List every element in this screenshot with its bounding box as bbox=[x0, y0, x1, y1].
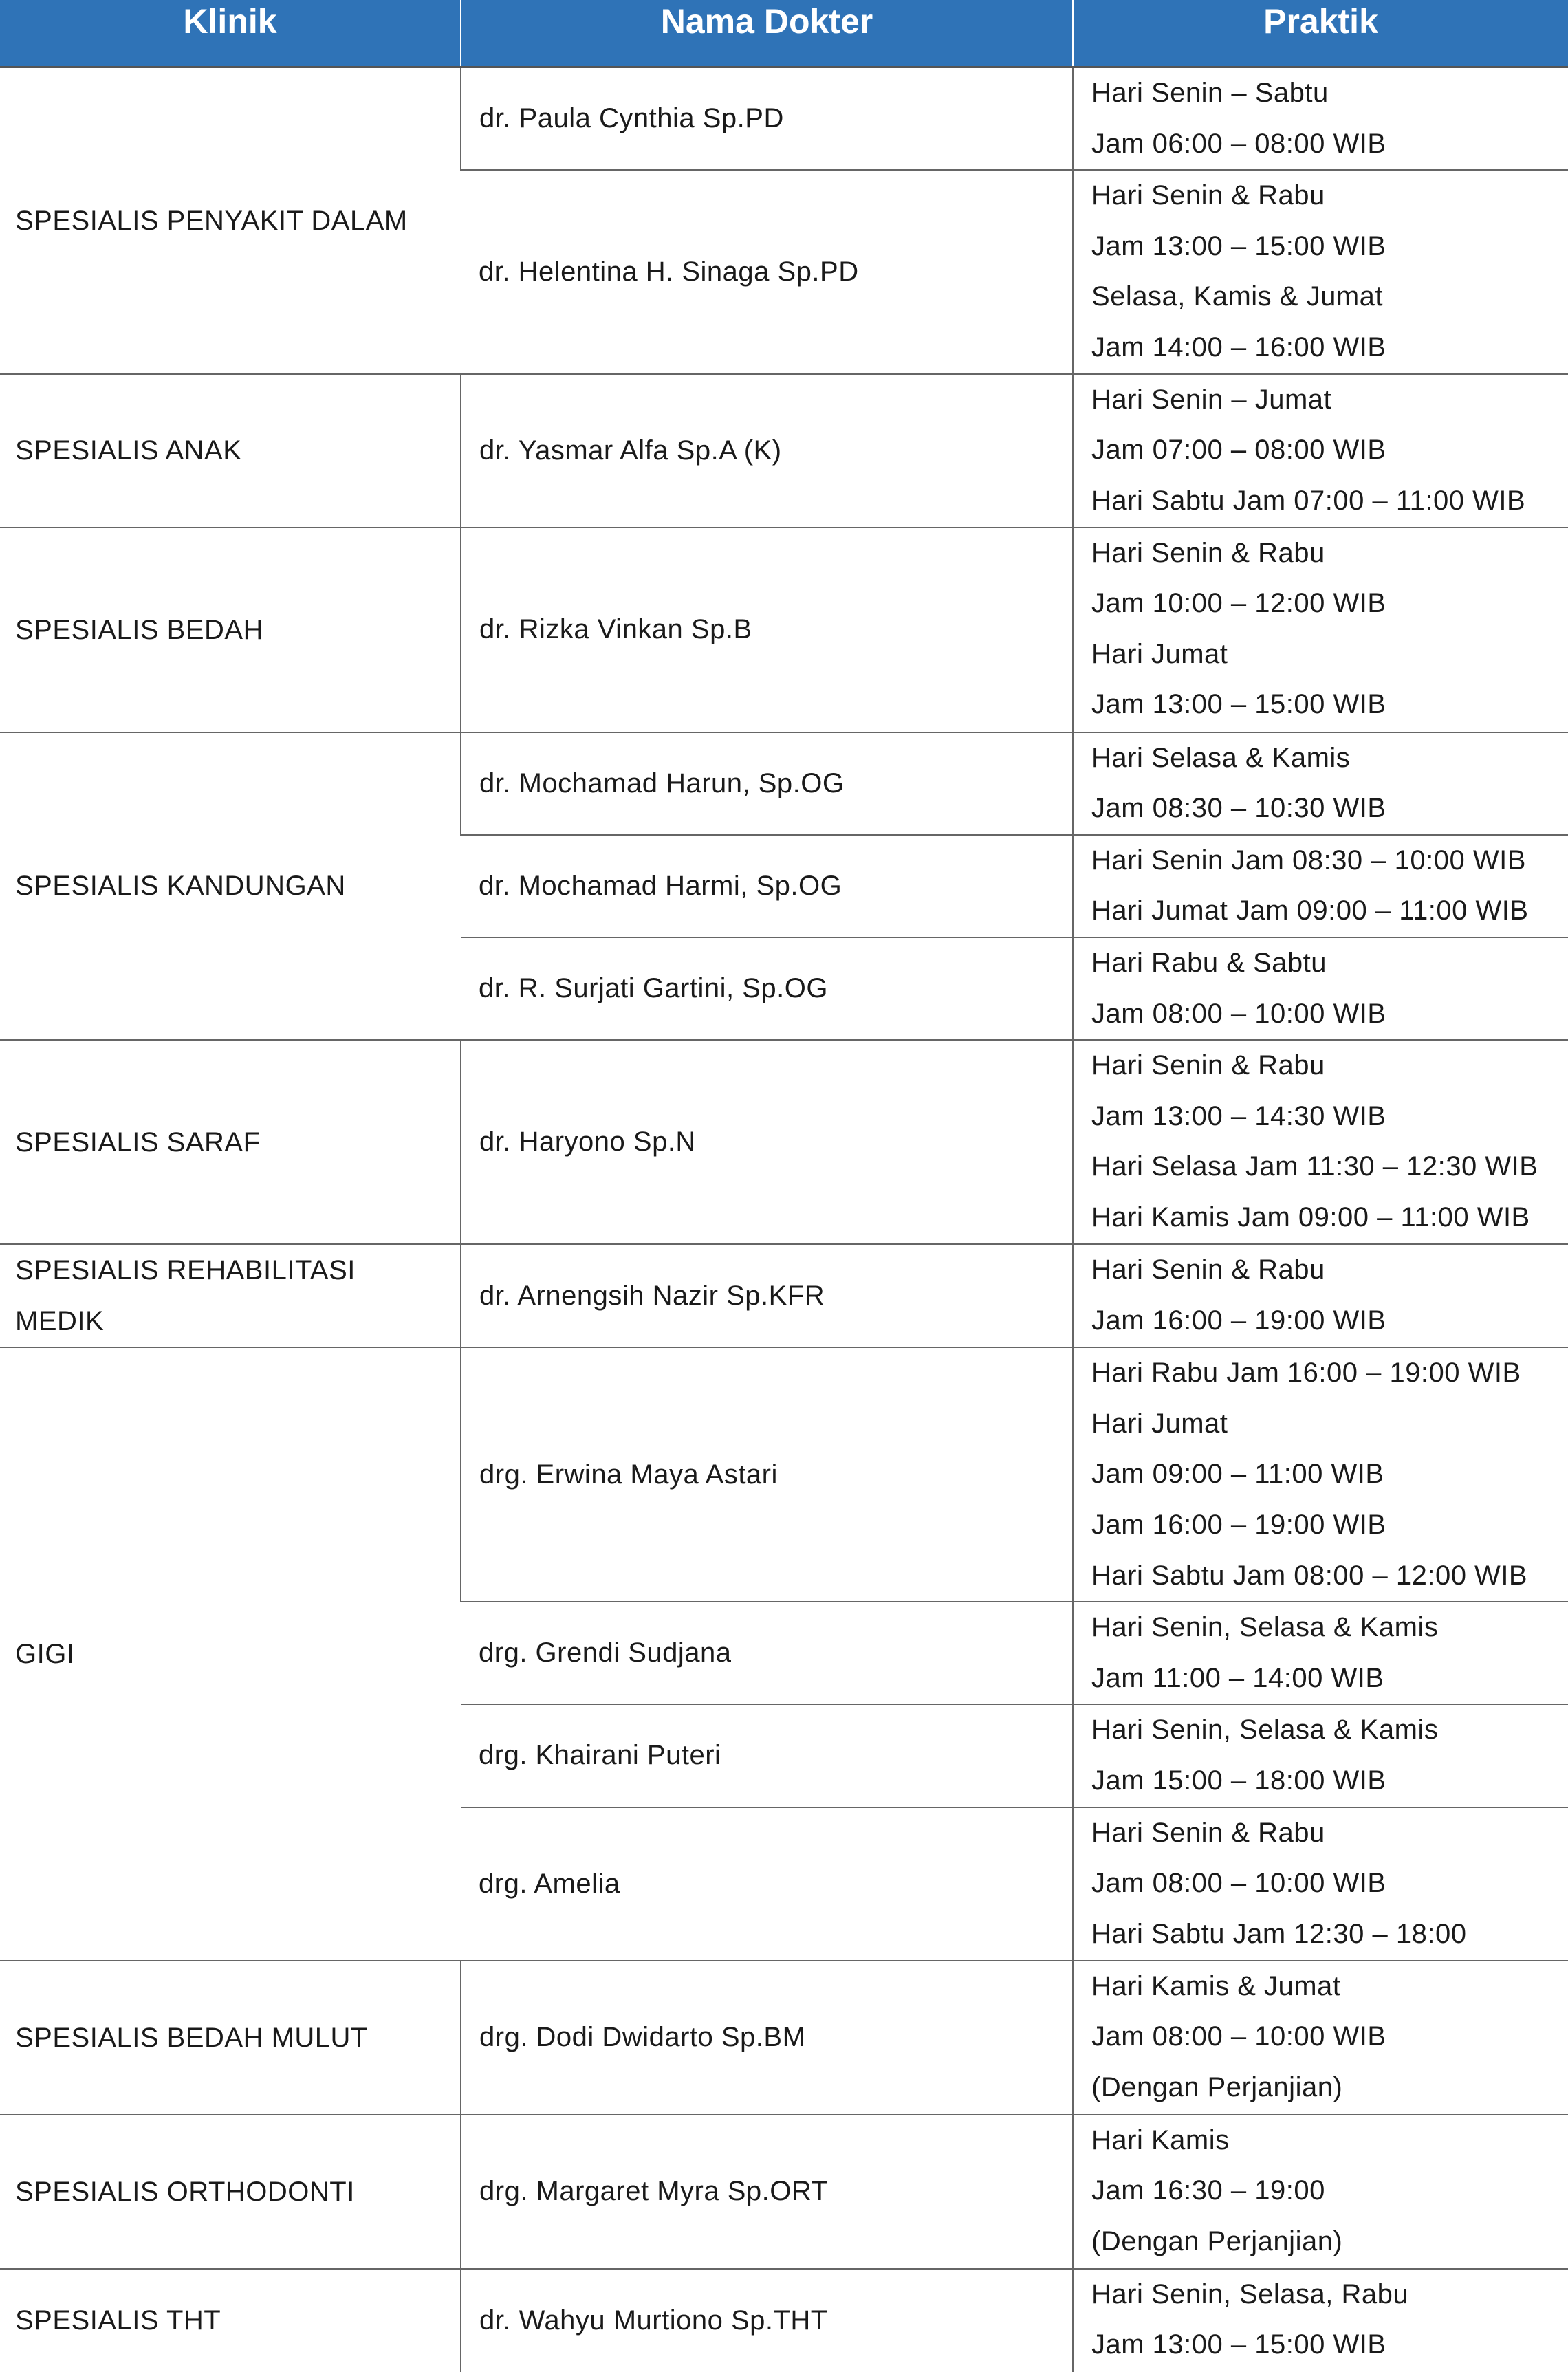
table-header bbox=[0, 0, 1568, 67]
schedule-cell bbox=[1073, 1961, 1568, 2115]
schedule-line: Hari Jumat Jam 09:00 – 11:00 WIB bbox=[1091, 895, 1529, 926]
table-row bbox=[0, 67, 1568, 171]
schedule-line: Jam 08:00 – 10:00 WIB bbox=[1091, 2021, 1386, 2052]
doctor-cell: dr. Yasmar Alfa Sp.A (K) bbox=[461, 374, 1073, 527]
table-row bbox=[0, 732, 1568, 835]
schedule-line: Jam 15:00 – 18:00 WIB bbox=[1091, 1765, 1386, 1796]
schedule-line: Hari Sabtu Jam 12:30 – 18:00 bbox=[1091, 1918, 1467, 1949]
table-body bbox=[0, 67, 1568, 2372]
doctor-cell: dr. Helentina H. Sinaga Sp.PD bbox=[461, 170, 1073, 373]
table-row bbox=[0, 2115, 1568, 2269]
schedule-line: (Dengan Perjanjian) bbox=[1091, 2226, 1343, 2256]
schedule-line: Hari Senin & Rabu bbox=[1091, 1050, 1325, 1081]
table-row bbox=[0, 527, 1568, 732]
schedule-line: Jam 07:00 – 08:00 WIB bbox=[1091, 435, 1386, 466]
schedule-cell bbox=[1073, 527, 1568, 732]
header-row bbox=[0, 0, 1568, 67]
schedule-line: Hari Sabtu Jam 07:00 – 11:00 WIB bbox=[1091, 485, 1526, 516]
clinic-cell: SPESIALIS THT bbox=[0, 2269, 461, 2372]
schedule-line: Hari Senin – Jumat bbox=[1091, 384, 1332, 415]
table-row bbox=[0, 1040, 1568, 1244]
doctor-cell: dr. R. Surjati Gartini, Sp.OG bbox=[461, 937, 1073, 1040]
schedule-line: Hari Senin & Rabu bbox=[1091, 1254, 1325, 1285]
schedule-cell bbox=[1073, 835, 1568, 937]
clinic-cell: SPESIALIS ORTHODONTI bbox=[0, 2115, 461, 2269]
schedule-line: Hari Senin & Rabu bbox=[1091, 1817, 1325, 1848]
schedule-line: Jam 08:30 – 10:30 WIB bbox=[1091, 793, 1386, 824]
schedule-cell bbox=[1073, 1807, 1568, 1961]
header-nama-dokter: Nama Dokter bbox=[461, 0, 1073, 67]
doctor-cell: drg. Erwina Maya Astari bbox=[461, 1347, 1073, 1602]
header-praktik: Praktik bbox=[1073, 0, 1568, 67]
schedule-line: Jam 06:00 – 08:00 WIB bbox=[1091, 128, 1386, 159]
schedule-line: Hari Senin, Selasa, Rabu bbox=[1091, 2278, 1409, 2309]
doctor-cell: drg. Amelia bbox=[461, 1807, 1073, 1961]
schedule-line: Jam 09:00 – 11:00 WIB bbox=[1091, 1459, 1384, 1490]
schedule-line: Jam 13:00 – 15:00 WIB bbox=[1091, 2329, 1386, 2360]
table-row bbox=[0, 1347, 1568, 1602]
header-klinik: Klinik bbox=[0, 0, 461, 67]
clinic-cell: SPESIALIS PENYAKIT DALAM bbox=[0, 67, 461, 374]
schedule-line: Jam 10:00 – 12:00 WIB bbox=[1091, 588, 1386, 619]
table-row bbox=[0, 1961, 1568, 2115]
schedule-cell bbox=[1073, 1347, 1568, 1602]
doctor-cell: dr. Paula Cynthia Sp.PD bbox=[461, 67, 1073, 171]
clinic-cell: SPESIALIS SARAF bbox=[0, 1040, 461, 1244]
schedule-cell bbox=[1073, 2115, 1568, 2269]
doctor-cell: drg. Dodi Dwidarto Sp.BM bbox=[461, 1961, 1073, 2115]
schedule-line: (Dengan Perjanjian) bbox=[1091, 2071, 1343, 2102]
schedule-line: Hari Kamis & Jumat bbox=[1091, 1970, 1341, 2001]
schedule-cell bbox=[1073, 937, 1568, 1040]
table-row bbox=[0, 374, 1568, 527]
schedule-line: Hari Jumat bbox=[1091, 638, 1228, 669]
schedule-line: Hari Kamis Jam 09:00 – 11:00 WIB bbox=[1091, 1201, 1530, 1232]
schedule-line: Hari Senin Jam 08:30 – 10:00 WIB bbox=[1091, 845, 1526, 875]
table-row bbox=[0, 2269, 1568, 2372]
schedule-cell bbox=[1073, 2269, 1568, 2372]
schedule-line: Hari Senin, Selasa & Kamis bbox=[1091, 1612, 1439, 1643]
clinic-line: MEDIK bbox=[15, 1306, 105, 1337]
doctor-cell: dr. Haryono Sp.N bbox=[461, 1040, 1073, 1244]
clinic-cell bbox=[0, 1244, 461, 1347]
doctor-cell: drg. Grendi Sudjana bbox=[461, 1602, 1073, 1704]
doctor-cell: dr. Mochamad Harun, Sp.OG bbox=[461, 732, 1073, 835]
doctor-cell: dr. Mochamad Harmi, Sp.OG bbox=[461, 835, 1073, 937]
schedule-cell bbox=[1073, 1040, 1568, 1244]
clinic-cell: SPESIALIS KANDUNGAN bbox=[0, 732, 461, 1041]
schedule-line: Hari Senin & Rabu bbox=[1091, 180, 1325, 211]
doctor-cell: dr. Arnengsih Nazir Sp.KFR bbox=[461, 1244, 1073, 1347]
schedule-cell bbox=[1073, 732, 1568, 835]
clinic-cell: SPESIALIS BEDAH bbox=[0, 527, 461, 732]
schedule-line: Jam 14:00 – 16:00 WIB bbox=[1091, 331, 1386, 362]
schedule-line: Hari Kamis bbox=[1091, 2124, 1230, 2155]
schedule-line: Jam 13:00 – 14:30 WIB bbox=[1091, 1100, 1386, 1131]
schedule-line: Hari Jumat bbox=[1091, 1408, 1228, 1439]
schedule-line: Jam 13:00 – 15:00 WIB bbox=[1091, 689, 1386, 720]
schedule-line: Selasa, Kamis & Jumat bbox=[1091, 281, 1383, 312]
schedule-line: Jam 16:00 – 19:00 WIB bbox=[1091, 1305, 1386, 1336]
schedule-line: Hari Selasa Jam 11:30 – 12:30 WIB bbox=[1091, 1151, 1538, 1182]
schedule-line: Jam 08:00 – 10:00 WIB bbox=[1091, 998, 1386, 1029]
schedule-line: Jam 16:30 – 19:00 bbox=[1091, 2175, 1325, 2206]
schedule-line: Hari Senin & Rabu bbox=[1091, 537, 1325, 568]
schedule-line: Jam 08:00 – 10:00 WIB bbox=[1091, 1868, 1386, 1899]
schedule-line: Jam 13:00 – 15:00 WIB bbox=[1091, 230, 1386, 261]
schedule-cell bbox=[1073, 1602, 1568, 1704]
schedule-line: Hari Rabu Jam 16:00 – 19:00 WIB bbox=[1091, 1358, 1521, 1389]
schedule-line: Jam 16:00 – 19:00 WIB bbox=[1091, 1509, 1386, 1540]
doctor-cell: drg. Khairani Puteri bbox=[461, 1704, 1073, 1807]
schedule-cell bbox=[1073, 374, 1568, 527]
doctor-cell: dr. Wahyu Murtiono Sp.THT bbox=[461, 2269, 1073, 2372]
clinic-cell: SPESIALIS ANAK bbox=[0, 374, 461, 527]
schedule-line: Hari Senin, Selasa & Kamis bbox=[1091, 1715, 1439, 1745]
schedule-cell bbox=[1073, 1704, 1568, 1807]
schedule-line: Hari Senin – Sabtu bbox=[1091, 78, 1329, 108]
schedule-line: Hari Rabu & Sabtu bbox=[1091, 947, 1327, 978]
schedule-line: Hari Selasa & Kamis bbox=[1091, 742, 1351, 773]
schedule-cell bbox=[1073, 67, 1568, 171]
schedule-line: Jam 11:00 – 14:00 WIB bbox=[1091, 1662, 1384, 1693]
schedule-cell bbox=[1073, 170, 1568, 373]
clinic-cell: GIGI bbox=[0, 1347, 461, 1960]
doctor-cell: dr. Rizka Vinkan Sp.B bbox=[461, 527, 1073, 732]
clinic-cell: SPESIALIS BEDAH MULUT bbox=[0, 1961, 461, 2115]
clinic-line: SPESIALIS REHABILITASI bbox=[15, 1255, 356, 1286]
schedule-cell bbox=[1073, 1244, 1568, 1347]
table-row bbox=[0, 1244, 1568, 1347]
doctor-cell: drg. Margaret Myra Sp.ORT bbox=[461, 2115, 1073, 2269]
schedule-line: Hari Sabtu Jam 08:00 – 12:00 WIB bbox=[1091, 1560, 1528, 1591]
